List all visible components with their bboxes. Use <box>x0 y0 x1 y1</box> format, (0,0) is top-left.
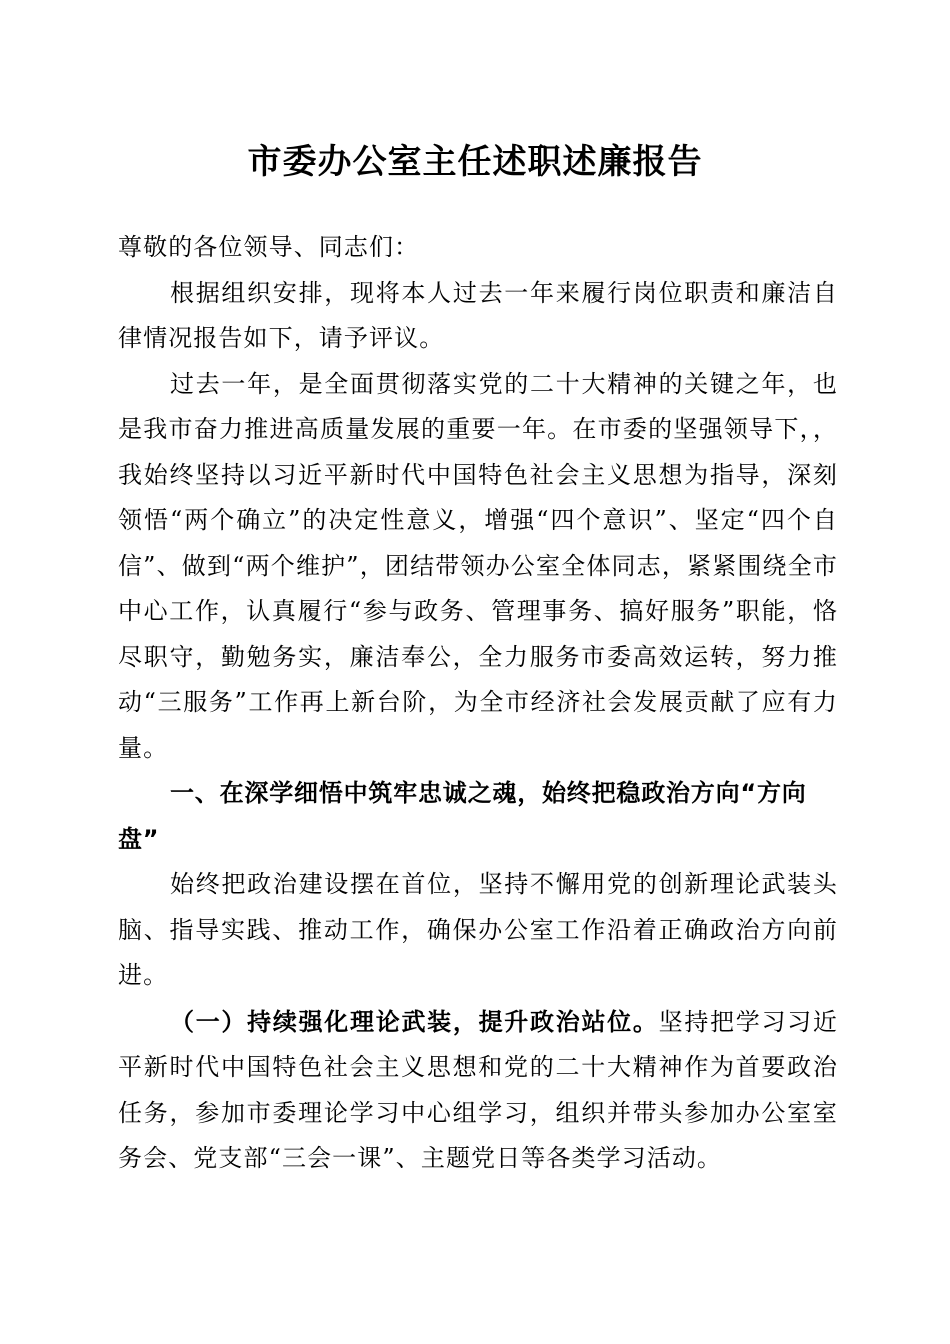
subsection-1-body: 坚持把学习习近平新时代中国特色社会主义思想和党的二十大精神作为首要政治任务，参加市委理论学习中心组学习，组织并带头参加办公室室务会、党支部“三会一课”、主题党日等各类学习活动。 <box>118 1007 839 1172</box>
section-heading-1: 一、在深学细悟中筑牢忠诚之魂，始终把稳政治方向“方向盘” <box>118 779 807 853</box>
subsection-1-paragraph <box>118 999 838 1182</box>
section-1-paragraph: 始终把政治建设摆在首位，坚持不懈用党的创新理论武装头脑、指导实践、推动工作，确保办公室工作沿着正确政治方向前进。 <box>118 870 838 989</box>
salutation: 尊敬的各位领导、同志们： <box>118 233 420 261</box>
intro-paragraph: 根据组织安排，现将本人过去一年来履行岗位职责和廉洁自律情况报告如下，请予评议。 <box>118 278 838 352</box>
document-title: 市委办公室主任述职述廉报告 <box>247 142 703 182</box>
overview-paragraph: 过去一年，是全面贯彻落实党的二十大精神的关键之年，也是我市奋力推进高质量发展的重要一年。在市委的坚强领导下，，我始终坚持以习近平新时代中国特色社会主义思想为指导，深刻领悟“两个确立”的决定性意义，增强“四个意识”、坚定“四个自信”、做到“两个维护”，团结带领办公室全体同志，紧紧围绕全市中心工作，认真履行“参与政务、管理事务、搞好服务”职能，恪尽职守，勤勉务实，廉洁奉公，全力服务市委高效运转，努力推动“三服务”工作再上新台阶，为全市经济社会发展贡献了应有力量。 <box>118 369 838 762</box>
subsection-1-lead: （一）持续强化理论武装，提升政治站位。 <box>170 1006 659 1036</box>
document-body <box>118 225 838 1182</box>
